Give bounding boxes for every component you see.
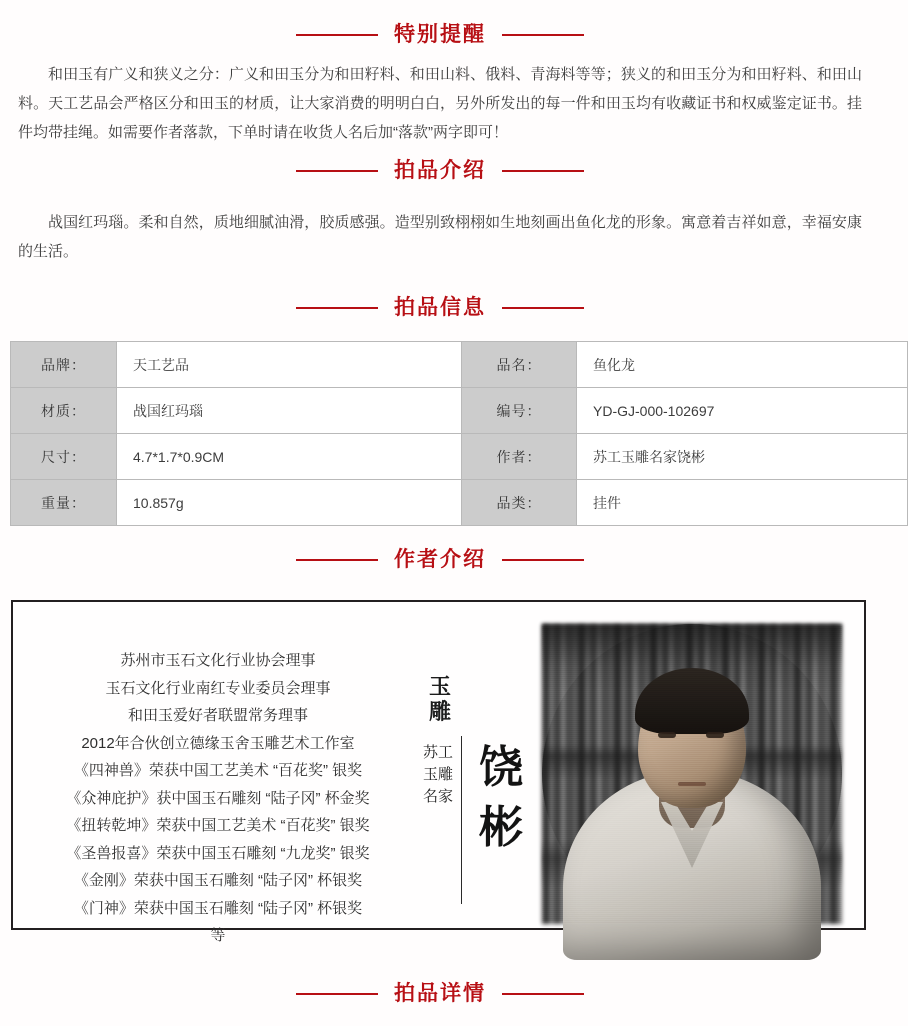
info-value-category: 挂件 bbox=[577, 480, 908, 526]
special-notice-paragraph: 和田玉有广义和狭义之分：广义和田玉分为和田籽料、和田山料、俄料、青海料等等；狭义的和田玉分为和田籽料、和田山料。天工艺品会严格区分和田玉的材质，让大家消费的明明白白，另外所发出的每一件和田玉均有收藏证书和权威鉴定证书。挂件均带挂绳。如需要作者落款，下单时请在收货人名后加“落款”两字即可！ bbox=[18, 66, 862, 141]
table-row bbox=[11, 342, 908, 388]
heading-rule-right bbox=[502, 307, 584, 309]
list-item: 《四神兽》荣获中国工艺美术 “百花奖” 银奖 bbox=[73, 762, 363, 779]
info-value-brand: 天工艺品 bbox=[117, 342, 462, 388]
section-header-item-details bbox=[0, 983, 880, 1004]
author-title-vertical: 苏工玉雕名家 bbox=[423, 745, 454, 805]
heading-rule-left bbox=[296, 170, 378, 172]
info-label-item-name: 品名： bbox=[462, 342, 577, 388]
author-name-vertical: 饶彬 bbox=[479, 743, 523, 852]
author-portrait-photo bbox=[542, 624, 842, 924]
item-introduction-paragraph: 战国红玛瑙。柔和自然，质地细腻油滑，胶质感强。造型别致栩栩如生地刻画出鱼化龙的形象。寓意着吉祥如意，幸福安康的生活。 bbox=[18, 214, 862, 260]
heading-rule-right bbox=[502, 34, 584, 36]
item-info-table bbox=[10, 341, 908, 526]
list-item: 《金刚》荣获中国玉石雕刻 “陆子冈” 杯银奖 bbox=[73, 872, 363, 889]
info-label-material: 材质： bbox=[11, 388, 117, 434]
info-label-weight: 重量： bbox=[11, 480, 117, 526]
section-header-item-introduction bbox=[0, 160, 880, 181]
heading-rule-left bbox=[296, 993, 378, 995]
list-item: 苏州市玉石文化行业协会理事 bbox=[120, 652, 316, 669]
list-item: 玉石文化行业南红专业委员会理事 bbox=[105, 679, 331, 697]
list-item: 等 bbox=[210, 927, 226, 944]
section-header-author-intro bbox=[0, 549, 880, 570]
info-label-category: 品类： bbox=[462, 480, 577, 526]
list-item: 《众神庇护》获中国玉石雕刻 “陆子冈” 杯金奖 bbox=[66, 789, 370, 807]
list-item: 和田玉爱好者联盟常务理事 bbox=[127, 707, 308, 724]
table-row bbox=[11, 434, 908, 480]
section-title-special-notice: 特别提醒 bbox=[394, 23, 486, 46]
item-introduction-body bbox=[0, 208, 880, 266]
section-title-item-info: 拍品信息 bbox=[394, 296, 486, 319]
table-row bbox=[11, 480, 908, 526]
info-label-brand: 品牌： bbox=[11, 342, 117, 388]
list-item: 2012年合伙创立德缘玉舍玉雕艺术工作室 bbox=[81, 734, 355, 752]
section-title-author-intro: 作者介绍 bbox=[394, 548, 486, 571]
info-value-serial: YD-GJ-000-102697 bbox=[577, 388, 908, 434]
info-value-size: 4.7*1.7*0.9CM bbox=[117, 434, 462, 480]
heading-rule-left bbox=[296, 307, 378, 309]
author-calligraphy-group bbox=[411, 664, 541, 914]
list-item: 《圣兽报喜》荣获中国玉石雕刻 “九龙奖” 银奖 bbox=[66, 844, 370, 862]
jade-carving-seal-text: 玉雕 bbox=[428, 674, 451, 724]
section-header-item-info bbox=[0, 297, 880, 318]
heading-rule-right bbox=[502, 170, 584, 172]
heading-rule-left bbox=[296, 559, 378, 561]
photo-grain-overlay bbox=[542, 624, 842, 924]
heading-rule-left bbox=[296, 34, 378, 36]
info-label-size: 尺寸： bbox=[11, 434, 117, 480]
section-title-item-details: 拍品详情 bbox=[394, 982, 486, 1005]
vertical-divider bbox=[461, 736, 462, 904]
info-value-material: 战国红玛瑙 bbox=[117, 388, 462, 434]
info-label-author: 作者： bbox=[462, 434, 577, 480]
section-header-special-notice bbox=[0, 24, 880, 45]
info-label-serial: 编号： bbox=[462, 388, 577, 434]
info-value-item-name: 鱼化龙 bbox=[577, 342, 908, 388]
heading-rule-right bbox=[502, 993, 584, 995]
item-info-table-wrapper bbox=[0, 341, 880, 526]
author-card bbox=[11, 600, 866, 944]
list-item: 《门神》荣获中国玉石雕刻 “陆子冈” 杯银奖 bbox=[73, 899, 363, 917]
info-value-weight: 10.857g bbox=[117, 480, 462, 526]
info-value-author: 苏工玉雕名家饶彬 bbox=[577, 434, 908, 480]
special-notice-body bbox=[0, 60, 880, 147]
table-row bbox=[11, 388, 908, 434]
author-bio-list bbox=[23, 647, 413, 950]
heading-rule-right bbox=[502, 559, 584, 561]
list-item: 《扭转乾坤》荣获中国工艺美术 “百花奖” 银奖 bbox=[66, 817, 370, 834]
section-title-item-introduction: 拍品介绍 bbox=[394, 159, 486, 182]
